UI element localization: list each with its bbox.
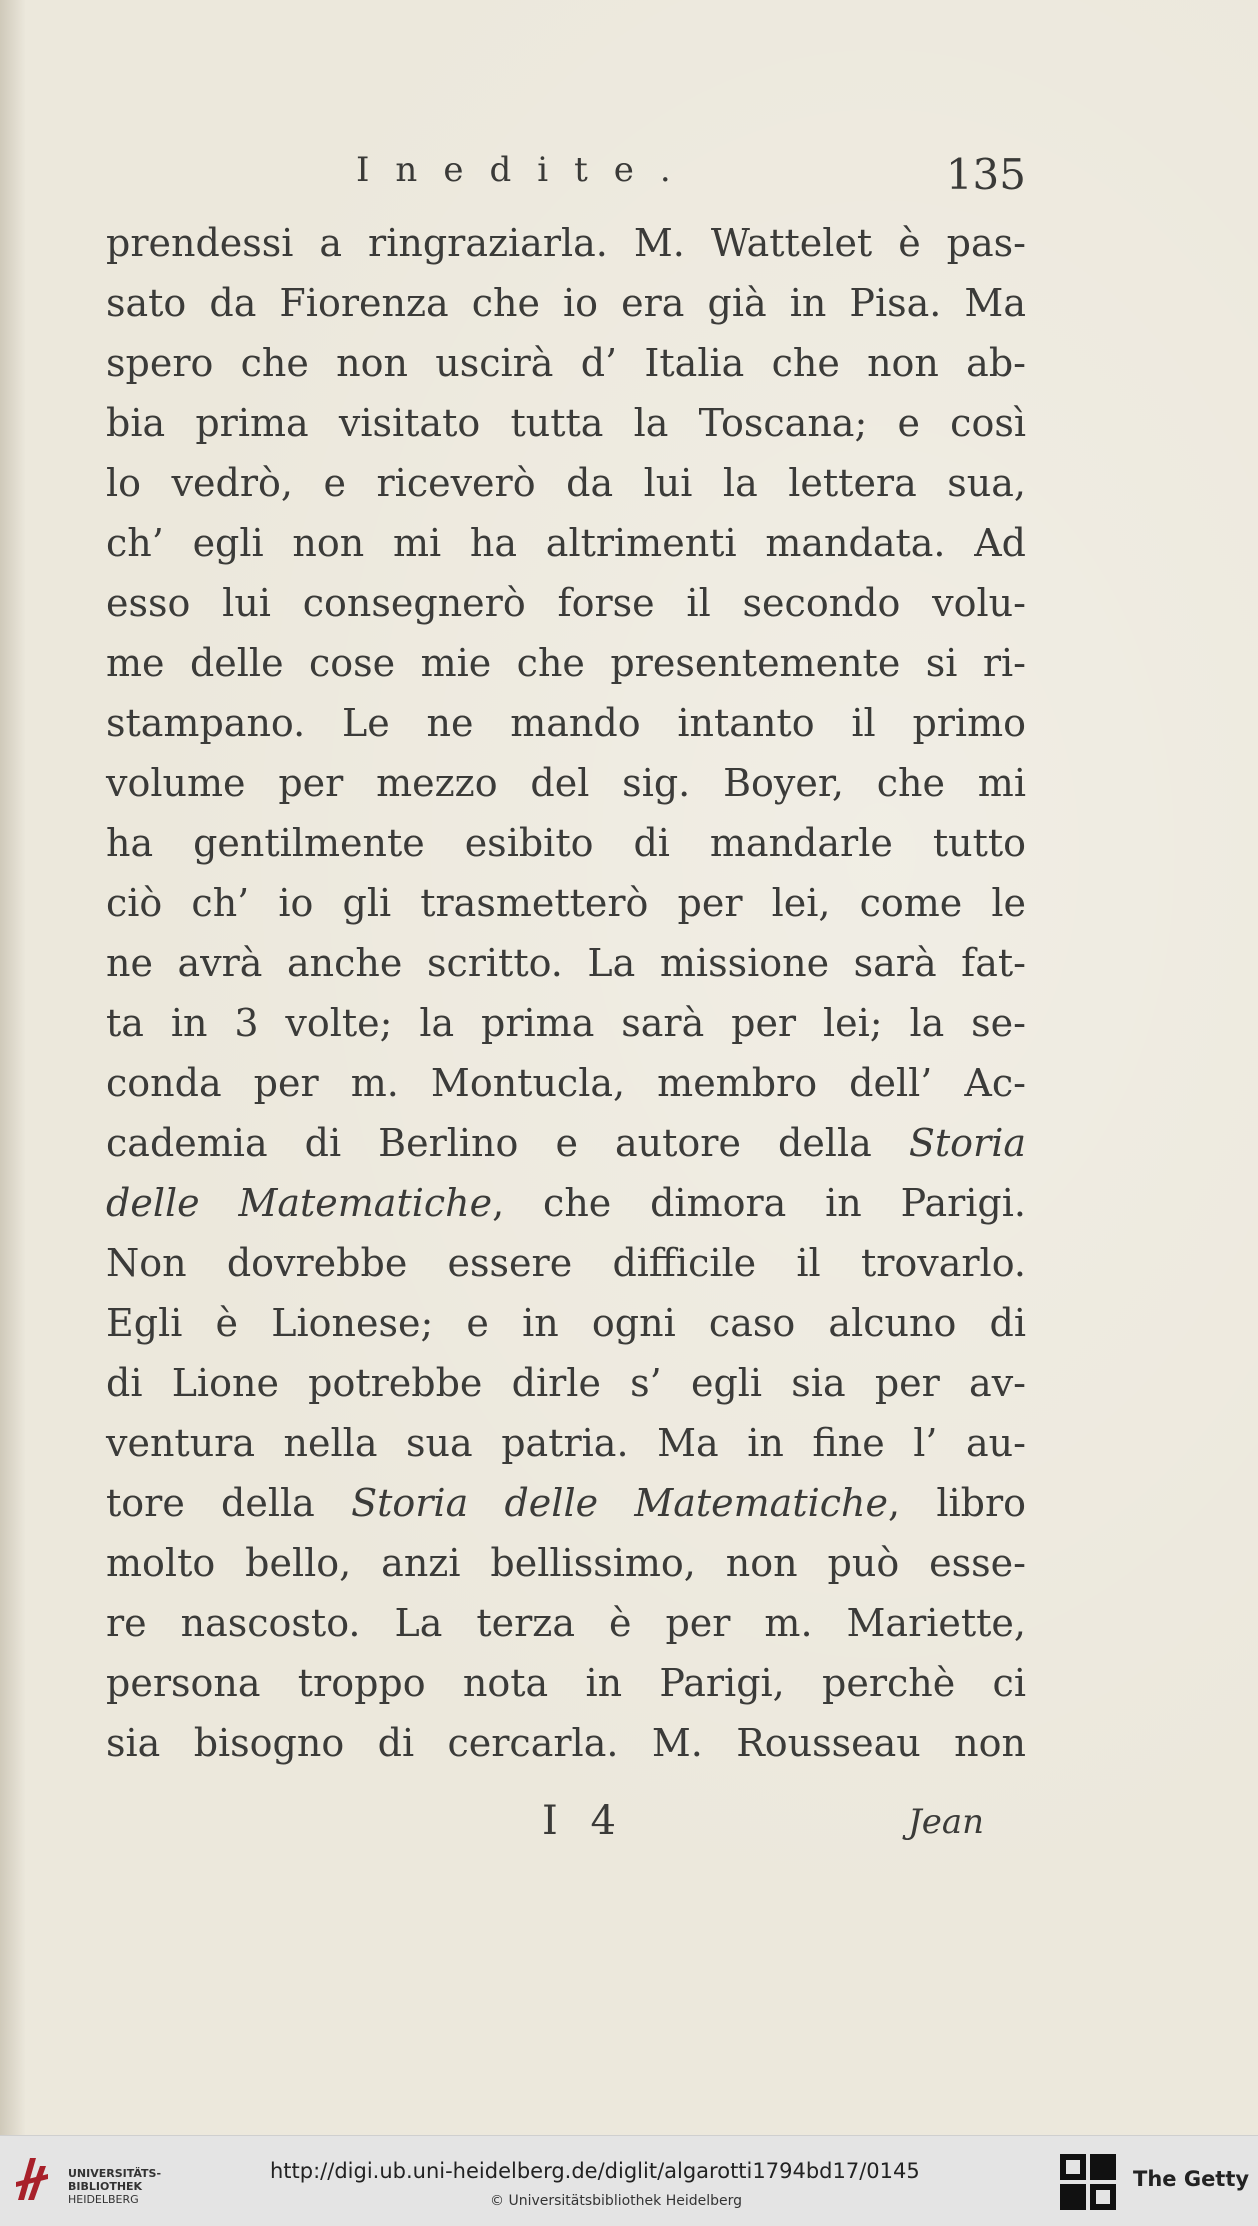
text-line — [106, 1473, 1026, 1533]
body-text — [106, 213, 1026, 1773]
text-line: sia bisogno di cercarla. M. Rousseau non — [106, 1721, 1026, 1765]
logo-line: UNIVERSITÄTS- — [68, 2167, 162, 2180]
text-segment: , che dimora in Parigi. — [492, 1181, 1026, 1225]
text-segment: tore della — [106, 1481, 315, 1525]
getty-logo-icon[interactable] — [1058, 2152, 1118, 2212]
page-number: 135 — [945, 150, 1026, 199]
italic-title: delle Matematiche — [106, 1181, 493, 1225]
text-line: persona troppo nota in Parigi, perchè ci — [106, 1661, 1026, 1705]
copyright-notice: © Universitätsbibliothek Heidelberg — [490, 2193, 743, 2209]
text-line: volume per mezzo del sig. Boyer, che mi — [106, 761, 1026, 805]
text-line: ta in 3 volte; la prima sarà per lei; la se- — [106, 1001, 1026, 1045]
text-line: prendessi a ringraziarla. M. Wattelet è pas- — [106, 221, 1026, 265]
text-line: re nascosto. La terza è per m. Mariette, — [106, 1601, 1026, 1645]
getty-name: The Getty — [1133, 2167, 1250, 2191]
text-line: stampano. Le ne mando intanto il primo — [106, 701, 1026, 745]
library-emblem-icon — [14, 2152, 52, 2204]
text-line: ch’ egli non mi ha altrimenti mandata. Ad — [106, 521, 1026, 565]
signature-mark: I 4 — [542, 1798, 626, 1844]
text-line: ventura nella sua patria. Ma in fine l’ au- — [106, 1421, 1026, 1465]
text-line — [106, 1173, 1026, 1233]
text-line: ha gentilmente esibito di mandarle tutto — [106, 821, 1026, 865]
italic-title: Storia — [908, 1121, 1026, 1165]
text-line: ciò ch’ io gli trasmetterò per lei, come le — [106, 881, 1026, 925]
text-line: molto bello, anzi bellissimo, non può esse- — [106, 1541, 1026, 1585]
text-line: spero che non uscirà d’ Italia che non ab- — [106, 341, 1026, 385]
italic-title: Storia delle Matematiche — [351, 1481, 888, 1525]
running-title: Inedite. — [356, 150, 697, 190]
text-line: conda per m. Montucla, membro dell’ Ac- — [106, 1061, 1026, 1105]
text-line — [106, 1113, 1026, 1173]
text-line: me delle cose mie che presentemente si ri- — [106, 641, 1026, 685]
text-line: di Lione potrebbe dirle s’ egli sia per av- — [106, 1361, 1026, 1405]
text-line: esso lui consegnerò forse il secondo volu- — [106, 581, 1026, 625]
university-library-name — [68, 2167, 161, 2206]
text-line: sato da Fiorenza che io era già in Pisa. Ma — [106, 281, 1026, 325]
logo-line: BIBLIOTHEK — [68, 2180, 143, 2193]
viewer-footer — [0, 2135, 1258, 2226]
page-gutter-shadow — [0, 0, 26, 2135]
catchword: Jean — [908, 1802, 984, 1842]
text-line: ne avrà anche scritto. La missione sarà fat- — [106, 941, 1026, 985]
text-line: bia prima visitato tutta la Toscana; e così — [106, 401, 1026, 445]
logo-line: HEIDELBERG — [68, 2193, 139, 2206]
text-line: lo vedrò, e riceverò da lui la lettera sua, — [106, 461, 1026, 505]
permalink-url[interactable]: http://digi.ub.uni-heidelberg.de/diglit/algarotti1794bd17/0145 — [270, 2159, 920, 2183]
text-segment: cademia di Berlino e autore della — [106, 1121, 872, 1165]
text-segment: , libro — [888, 1481, 1026, 1525]
page-foot — [106, 1798, 1026, 1858]
text-line: Non dovrebbe essere difficile il trovarlo. — [106, 1241, 1026, 1285]
page-header — [106, 150, 1026, 200]
text-line: Egli è Lionese; e in ogni caso alcuno di — [106, 1301, 1026, 1345]
university-library-logo[interactable] — [14, 2148, 174, 2214]
